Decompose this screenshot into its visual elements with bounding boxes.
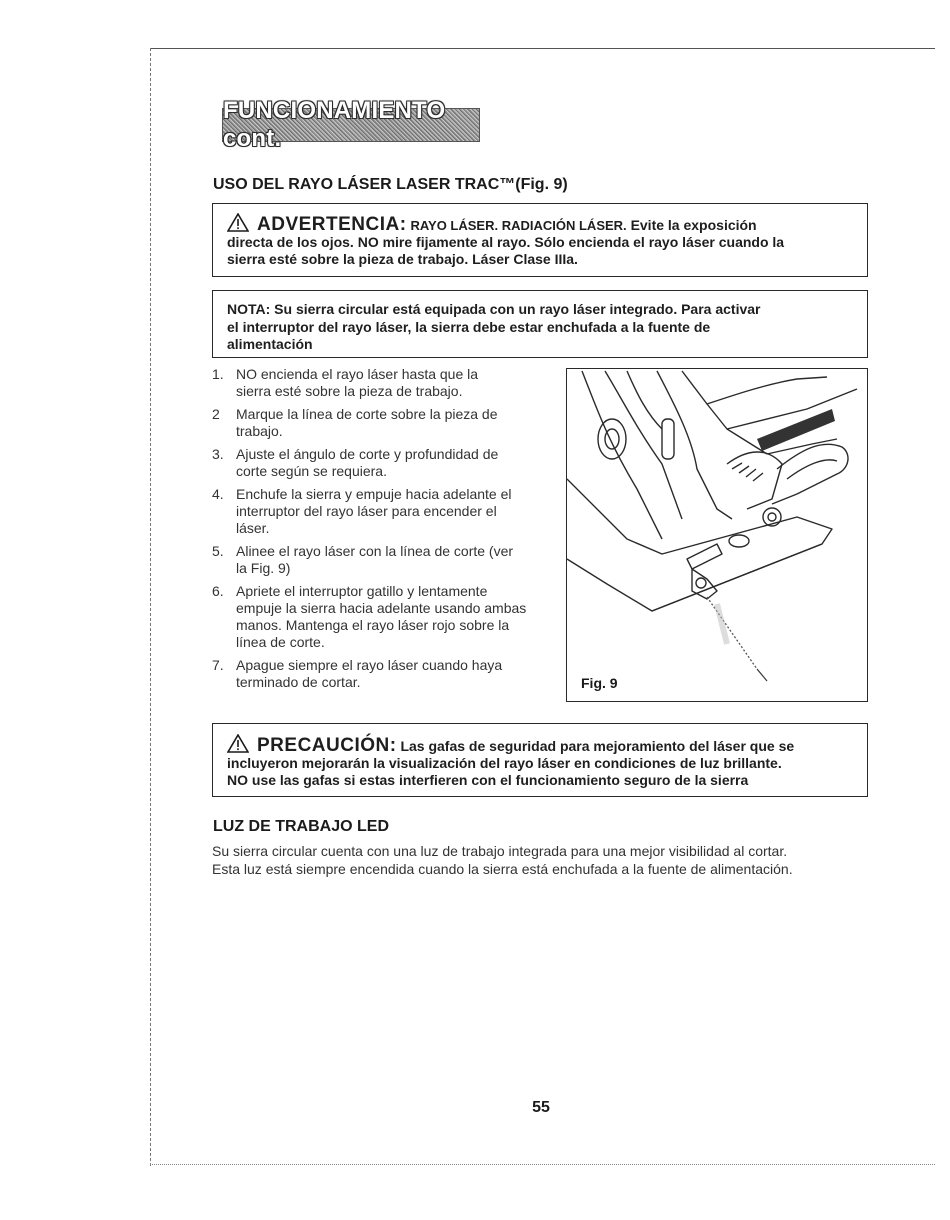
list-item: 5. Alinee el rayo láser con la línea de corte (ver la Fig. 9) <box>212 543 514 576</box>
page-frame-left <box>150 48 151 1166</box>
laser-section-title: USO DEL RAYO LÁSER LASER TRAC™(Fig. 9) <box>213 176 568 193</box>
list-item: 3. Ajuste el ángulo de corte y profundidad de corte según se requiera. <box>212 446 499 479</box>
warning-lead: RAYO LÁSER. RADIACIÓN LÁSER. <box>410 218 627 233</box>
list-item: 1. NO encienda el rayo láser hasta que la sierra esté sobre la pieza de trabajo. <box>212 366 479 399</box>
note-box <box>212 290 868 358</box>
caution-line1: Las gafas de seguridad para mejoramiento del láser que se <box>400 738 795 754</box>
led-line2: Esta luz está siempre encendida cuando la sierra está enchufada a la fuente de alimentación. <box>212 861 793 877</box>
page-frame-bottom <box>150 1164 935 1165</box>
caution-heading: PRECAUCIÓN: <box>257 735 397 756</box>
warning-line2: directa de los ojos. NO mire fijamente al rayo. Sólo encienda el rayo láser cuando la <box>227 234 785 250</box>
note-line1: NOTA: Su sierra circular está equipada con un rayo láser integrado. Para activar <box>227 301 761 317</box>
section-banner <box>222 97 480 152</box>
list-item: 6. Apriete el interruptor gatillo y lentamente empuje la sierra hacia adelante usando ambas manos. Mantenga el rayo láser rojo sobre la línea de corte. <box>212 583 527 650</box>
led-section-title: LUZ DE TRABAJO LED <box>213 818 389 835</box>
page-number-row <box>0 1099 950 1117</box>
note-line3: alimentación <box>227 336 313 352</box>
warning-triangle-icon <box>227 213 249 232</box>
warning-line3: sierra esté sobre la pieza de trabajo. Láser Clase IIIa. <box>227 251 578 267</box>
circular-saw-illustration <box>567 369 867 701</box>
warning-heading: ADVERTENCIA: <box>257 214 407 235</box>
figure-9 <box>566 368 868 702</box>
steps-list <box>212 366 547 697</box>
figure-caption: Fig. 9 <box>581 675 618 691</box>
caution-line2: incluyeron mejorarán la visualización del rayo láser en condiciones de luz brillante. <box>227 755 782 771</box>
list-item: 2 Marque la línea de corte sobre la pieza de trabajo. <box>212 406 498 439</box>
caution-box <box>212 723 868 797</box>
warning-box <box>212 203 868 277</box>
caution-triangle-icon <box>227 734 249 753</box>
warning-line1: Evite la exposición <box>630 217 757 233</box>
banner-text: FUNCIONAMIENTO cont. <box>223 97 446 152</box>
page-frame-top <box>150 48 935 49</box>
caution-line3: NO use las gafas si estas interfieren con el funcionamiento seguro de la sierra <box>227 772 749 788</box>
list-item: 4. Enchufe la sierra y empuje hacia adelante el interruptor del rayo láser para encender el láser. <box>212 486 512 536</box>
led-line1: Su sierra circular cuenta con una luz de trabajo integrada para una mejor visibilidad al cortar. <box>212 843 788 859</box>
list-item: 7. Apague siempre el rayo láser cuando haya terminado de cortar. <box>212 657 503 690</box>
note-line2: el interruptor del rayo láser, la sierra debe estar enchufada a la fuente de <box>227 318 711 335</box>
page-number: 55 <box>532 1099 550 1116</box>
led-paragraph <box>212 842 892 878</box>
